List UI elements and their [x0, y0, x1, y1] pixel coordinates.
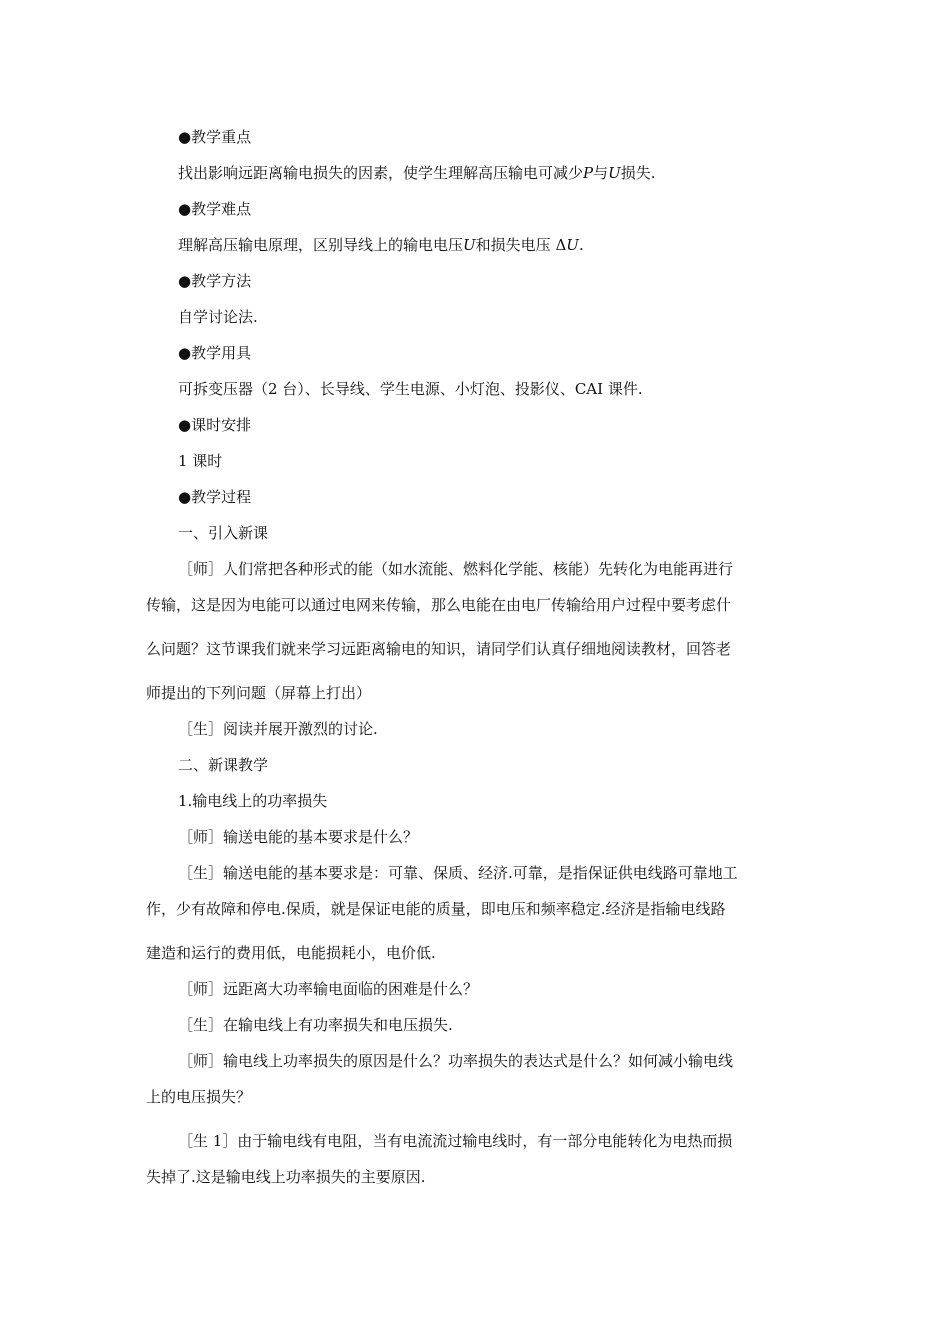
key-points-text-c: 损失. [620, 164, 656, 182]
tools-heading: ●教学用具 [178, 344, 252, 362]
tools-text: 可拆变压器（2 台）、长导线、学生电源、小灯泡、投影仪、CAI 课件. [178, 380, 643, 398]
process-heading: ●教学过程 [178, 488, 252, 506]
var-u: U [463, 236, 476, 254]
difficulties-text [178, 235, 584, 255]
paragraph-line: 么问题？这节课我们就来学习远距离输电的知识，请同学们认真仔细地阅读教材，回答老 [146, 640, 732, 658]
schedule-heading: ●课时安排 [178, 416, 252, 434]
var-u: U [608, 164, 621, 182]
paragraph-line: ［师］远距离大功率输电面临的困难是什么？ [178, 980, 479, 998]
paragraph-line: ［生］阅读并展开激烈的讨论. [178, 720, 378, 738]
paragraph-line: ［师］人们常把各种形式的能（如水流能、燃料化学能、核能）先转化为电能再进行 [178, 560, 734, 578]
section-title-intro: 一、引入新课 [178, 524, 269, 542]
key-points-heading: ●教学重点 [178, 128, 252, 146]
methods-text: 自学讨论法. [178, 308, 258, 326]
paragraph-line: ［生］输送电能的基本要求是：可靠、保质、经济.可靠，是指保证供电线路可靠地工 [178, 864, 738, 882]
paragraph-line: 失掉了.这是输电线上功率损失的主要原因. [146, 1168, 426, 1186]
difficulties-heading: ●教学难点 [178, 200, 252, 218]
paragraph-line: ［师］输送电能的基本要求是什么？ [178, 828, 419, 846]
schedule-text: 1 课时 [178, 452, 223, 470]
paragraph-line: 传输，这是因为电能可以通过电网来传输，那么电能在由电厂传输给用户过程中要考虑什 [146, 596, 732, 614]
section-title-new-lesson: 二、新课教学 [178, 756, 269, 774]
paragraph-line: 作，少有故障和停电.保质，就是保证电能的质量，即电压和频率稳定.经济是指输电线路 [146, 900, 726, 918]
difficulties-text-c: . [578, 236, 584, 254]
paragraph-line: 上的电压损失？ [146, 1088, 252, 1106]
key-points-text-a: 找出影响远距离输电损失的因素，使学生理解高压输电可减少 [178, 164, 584, 182]
subsection-title: 1.输电线上的功率损失 [178, 792, 328, 810]
var-p: P [583, 164, 594, 182]
difficulties-text-a: 理解高压输电原理，区别导线上的输电电压 [178, 236, 464, 254]
methods-heading: ●教学方法 [178, 272, 252, 290]
paragraph-line: 师提出的下列问题（屏幕上打出） [146, 684, 372, 702]
paragraph-line: ［生］在输电线上有功率损失和电压损失. [178, 1016, 453, 1034]
var-delta-u: U [566, 236, 579, 254]
paragraph-line: ［师］输电线上功率损失的原因是什么？功率损失的表达式是什么？如何减小输电线 [178, 1052, 734, 1070]
key-points-text-b: 与 [593, 164, 609, 182]
key-points-text [178, 163, 656, 183]
difficulties-text-b: 和损失电压 Δ [475, 236, 567, 254]
paragraph-line: 建造和运行的费用低，电能损耗小，电价低. [146, 944, 436, 962]
paragraph-line: ［生 1］由于输电线有电阻，当有电流流过输电线时，有一部分电能转化为电热而损 [178, 1132, 733, 1150]
